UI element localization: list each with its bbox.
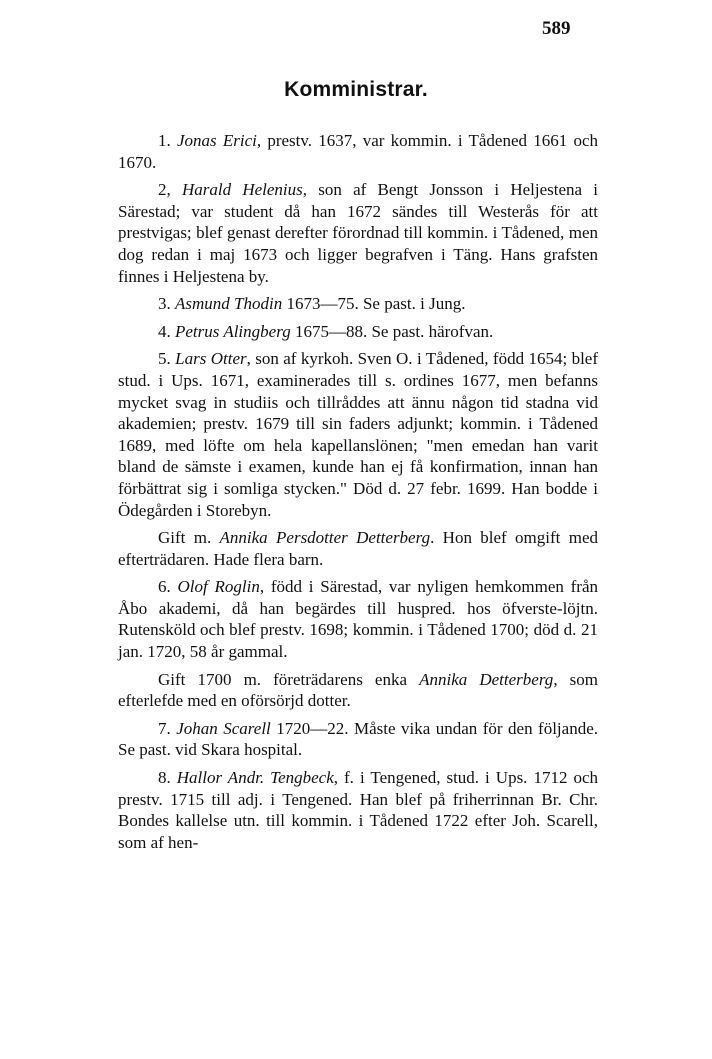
- entry-4: [118, 321, 598, 343]
- entry-text: , son af kyrkoh. Sven O. i Tådened, född 1654; blef stud. i Ups. 1671, examinerades till s. ordines 1677, men befanns mycket svag in studiis och tillråddes att ännu någon tid stadna vid akademien; prestv. 1679 till sin faders adjunkt; kommin. i Tådened 1689, med löfte om hela kapellanslönen; "men emedan han varit bland de sämste i examen, kunde han ej få konfirmation, innan han förbättrat sig i somliga stycken." Död d. 27 febr. 1699. Han bodde i Ödegården i Storebyn.: [118, 349, 599, 520]
- text-column: [118, 130, 598, 859]
- entry-number: 5.: [158, 349, 171, 369]
- entry-number: 8.: [158, 768, 171, 788]
- spouse-name: Annika Persdotter Detterberg: [219, 528, 431, 548]
- entry-text: 1675—88. Se past. härofvan.: [290, 321, 494, 341]
- person-name: Lars Otter: [175, 349, 247, 369]
- entry-text: , f. i Tengened, stud. i Ups. 1712 och prestv. 1715 till adj. i Tengened. Han blef på friherrinnan Br. Chr. Bondes kallelse utn. till kommin. i Tådened 1722 efter Joh. Scarell, som af hen-: [118, 768, 598, 852]
- entry-3: [118, 293, 598, 315]
- continuation-text: Gift m.: [158, 528, 220, 548]
- entry-number: 1.: [158, 131, 171, 150]
- entry-number: 4.: [158, 321, 171, 341]
- entry-text: , född i Särestad, var nyligen hemkommen från Åbo akademi, då han begärdes till huspred. hos öfverste-löjtn. Rutensköld och blef prestv. 1698; kommin. i Tådened 1700; död d. 21 jan. 1720, 58 år gammal.: [118, 577, 598, 662]
- continuation-text: , som efterlefde med en oförsörjd dotter.: [118, 669, 598, 711]
- entry-2: [118, 179, 598, 287]
- entry-5: [118, 348, 598, 521]
- person-name: Jonas Erici: [176, 131, 257, 150]
- entry-number: 2,: [158, 180, 171, 200]
- entry-8: [118, 767, 598, 853]
- entry-text: , son af Bengt Jonsson i Heljestena i Särestad; var student då han 1672 sändes till Westerås för att prestvigas; blef genast derefter förordnad till kommin. i Tådened, men dog redan i maj 1673 och ligger begrafven i Täng. Hans grafsten finnes i Heljestena by.: [118, 180, 599, 286]
- continuation-text: . Hon blef omgift med efterträdaren. Hade flera barn.: [118, 528, 598, 569]
- spouse-name: Annika Detterberg: [419, 669, 554, 689]
- entry-6-continuation: [118, 669, 598, 712]
- entry-6: [118, 576, 598, 662]
- person-name: Harald Helenius: [181, 180, 303, 200]
- entry-5-continuation: [118, 527, 598, 570]
- person-name: Petrus Alingberg: [175, 321, 291, 341]
- person-name: Olof Roglin: [177, 577, 260, 597]
- person-name: Johan Scarell: [176, 718, 271, 738]
- entry-number: 6.: [158, 577, 171, 597]
- section-heading: Komministrar.: [284, 78, 428, 101]
- entry-number: 7.: [158, 718, 171, 738]
- entry-text: , prestv. 1637, var kommin. i Tådened 1661 och 1670.: [118, 131, 598, 172]
- entry-text: 1673—75. Se past. i Jung.: [282, 294, 466, 314]
- continuation-text: Gift 1700 m. företrädarens enka: [158, 669, 420, 689]
- entry-1: [118, 130, 598, 173]
- page-number: 589: [542, 18, 571, 39]
- person-name: Hallor Andr. Tengbeck: [176, 768, 334, 788]
- entry-number: 3.: [158, 294, 171, 314]
- entry-text: 1720—22. Måste vika undan för den följande. Se past. vid Skara hospital.: [118, 718, 598, 760]
- entry-7: [118, 718, 598, 761]
- person-name: Asmund Thodin: [175, 294, 283, 314]
